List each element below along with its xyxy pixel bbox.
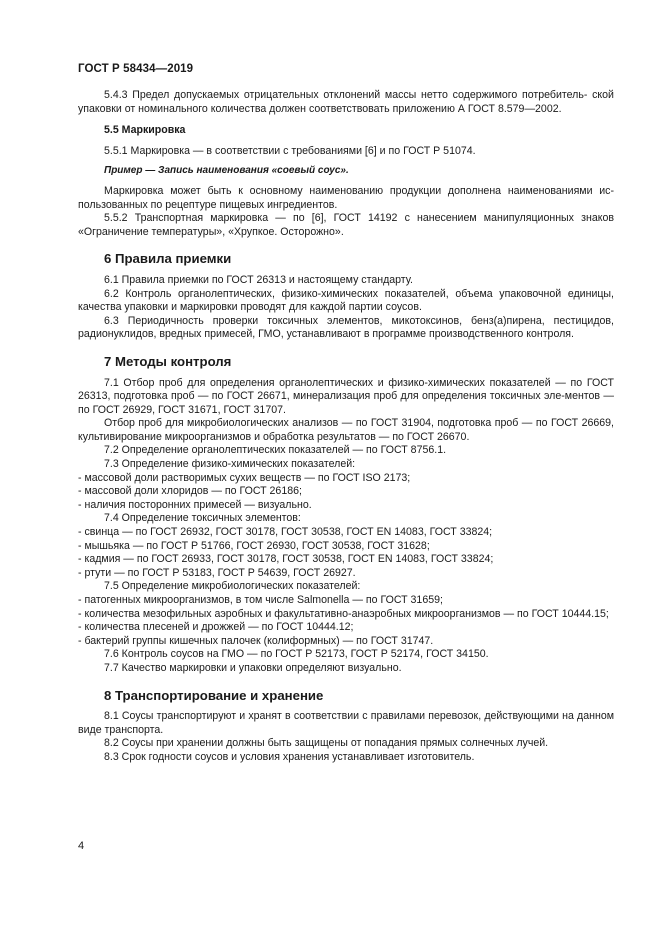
list-item: - ртути — по ГОСТ Р 53183, ГОСТ Р 54639, ГОСТ 26927. [78,566,356,579]
example-note: Пример — Запись наименования «соевый соус». [104,165,349,177]
list-item: - массовой доли растворимых сухих веществ — по ГОСТ ISO 2173; [78,471,411,484]
clause-7-1: 7.1 Отбор проб для определения органолептических и физико-химических показателей — по ГОСТ 26313, подготовка проб — по ГОСТ 26671, минерализация проб для определения токсичных эле-ментов — по ГОСТ 26929, ГОСТ 31671, ГОСТ 31707. [78,376,614,416]
list-item: - наличия посторонних примесей — визуально. [78,498,312,511]
section-title-7: 7 Методы контроля [104,353,232,369]
clause-8-2: 8.2 Соусы при хранении должны быть защищены от попадания прямых солнечных лучей. [104,737,549,750]
clause-6-1: 6.1 Правила приемки по ГОСТ 26313 и настоящему стандарту. [104,273,413,286]
list-item: - мышьяка — по ГОСТ Р 51766, ГОСТ 26930, ГОСТ 30538, ГОСТ 31628; [78,539,430,552]
clause-8-1: 8.1 Соусы транспортируют и хранят в соответствии с правилами перевозок, действующими на данном виде транспорта. [78,710,614,736]
clause-5-5-2: 5.5.2 Транспортная маркировка — по [6], ГОСТ 14192 с нанесением манипуляционных знаков «Ограничение температуры», «Хрупкое. Осторожно». [78,212,614,238]
clause-7-7: 7.7 Качество маркировки и упаковки определяют визуально. [104,661,402,674]
section-title-6: 6 Правила приемки [104,251,232,267]
list-item: - свинца — по ГОСТ 26932, ГОСТ 30178, ГОСТ 30538, ГОСТ EN 14083, ГОСТ 33824; [78,526,493,539]
clause-7-6: 7.6 Контроль соусов на ГМО — по ГОСТ Р 52173, ГОСТ Р 52174, ГОСТ 34150. [104,648,489,661]
marking-note: Маркировка может быть к основному наименованию продукции дополнена наименованиями ис-пользованных по рецептуре пищевых ингредиентов. [78,184,614,211]
clause-6-3: 6.3 Периодичность проверки токсичных элементов, микотоксинов, бенз(а)пирена, пестицидов, радионуклидов, вредных примесей, ГМО, устанавливают в программе производственного контроля. [78,314,614,341]
page-number: 4 [78,840,85,852]
clause-7-3: 7.3 Определение физико-химических показателей: [104,458,356,471]
list-item: - количества мезофильных аэробных и факультативно-анаэробных микроорганизмов — по ГОСТ 10444.15; [78,607,609,620]
document-header: ГОСТ Р 58434—2019 [78,63,194,75]
section-title-8: 8 Транспортирование и хранение [104,687,324,703]
clause-7-5: 7.5 Определение микробиологических показателей: [104,580,361,593]
clause-7-4: 7.4 Определение токсичных элементов: [104,512,301,525]
list-item: - патогенных микроорганизмов, в том числе Salmonella — по ГОСТ 31659; [78,594,443,606]
subsection-title-5-5: 5.5 Маркировка [104,124,186,137]
clause-7-1-microbio: Отбор проб для микробиологических анализов — по ГОСТ 31904, подготовка проб — по ГОСТ 26669, культивирование микроорганизмов и обработка результатов — по ГОСТ 26670. [78,417,614,443]
clause-7-2: 7.2 Определение органолептических показателей — по ГОСТ 8756.1. [104,444,447,457]
clause-8-3: 8.3 Срок годности соусов и условия хранения устанавливает изготовитель. [104,750,475,763]
clause-5-4-3: 5.4.3 Предел допускаемых отрицательных отклонений массы нетто содержимого потребитель- ской упаковки от номинального количества должен соответствовать приложению А ГОСТ 8.579—2002. [78,89,614,115]
list-item: - бактерий группы кишечных палочек (колиформных) — по ГОСТ 31747. [78,634,434,647]
list-item: - массовой доли хлоридов — по ГОСТ 26186; [78,485,302,498]
list-item: - кадмия — по ГОСТ 26933, ГОСТ 30178, ГОСТ 30538, ГОСТ EN 14083, ГОСТ 33824; [78,553,494,566]
document-body [78,89,614,765]
clause-6-2: 6.2 Контроль органолептических, физико-химических показателей, объема упаковочной единицы, качества упаковки и маркировки проводят для каждой партии соусов. [78,287,614,314]
list-item: - количества плесеней и дрожжей — по ГОСТ 10444.12; [78,621,354,634]
clause-5-5-1: 5.5.1 Маркировка — в соответствии с требованиями [6] и по ГОСТ Р 51074. [104,144,476,157]
